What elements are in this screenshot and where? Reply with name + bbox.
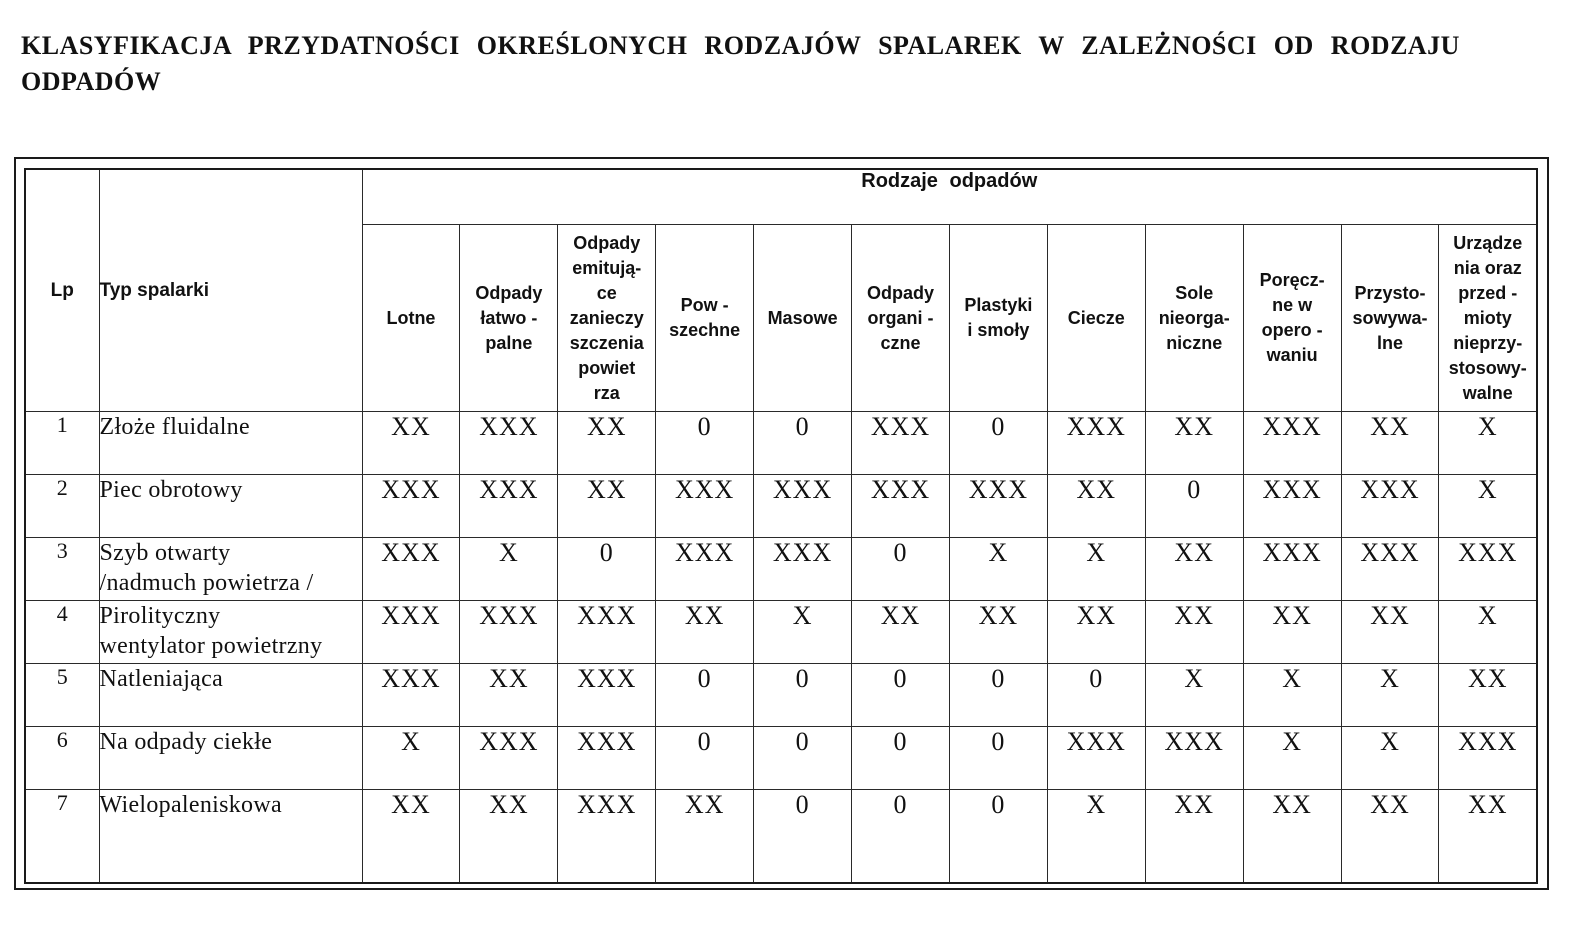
suitability-rating: XXX <box>460 475 558 538</box>
suitability-rating: XX <box>362 790 460 884</box>
suitability-rating: X <box>1341 727 1439 790</box>
waste-column-header: Odpady emitują- ce zanieczy szczenia powiet rza <box>558 225 656 412</box>
table-row <box>25 727 1537 790</box>
lp-header: Lp <box>25 169 99 412</box>
incinerator-type: Wielopaleniskowa <box>99 790 362 884</box>
suitability-rating: XX <box>460 790 558 884</box>
suitability-rating: XX <box>1145 601 1243 664</box>
suitability-rating: 0 <box>754 790 852 884</box>
waste-column-header: Ciecze <box>1047 225 1145 412</box>
suitability-rating: XX <box>362 412 460 475</box>
suitability-rating: X <box>1439 601 1537 664</box>
suitability-rating: XX <box>1439 790 1537 884</box>
suitability-rating: X <box>1243 727 1341 790</box>
suitability-rating: XXX <box>362 475 460 538</box>
suitability-rating: XXX <box>656 538 754 601</box>
waste-column-header: Urządze nia oraz przed - mioty nieprzy- stosowy- walne <box>1439 225 1537 412</box>
suitability-rating: XX <box>1439 664 1537 727</box>
suitability-rating: 0 <box>754 412 852 475</box>
waste-column-header: Odpady organi - czne <box>852 225 950 412</box>
suitability-rating: XXX <box>1243 412 1341 475</box>
incinerator-type: Pirolityczny wentylator powietrzny <box>99 601 362 664</box>
suitability-rating: 0 <box>558 538 656 601</box>
suitability-rating: XXX <box>1341 538 1439 601</box>
suitability-rating: XX <box>1145 538 1243 601</box>
suitability-rating: X <box>1145 664 1243 727</box>
suitability-rating: X <box>754 601 852 664</box>
suitability-rating: XX <box>1047 475 1145 538</box>
suitability-rating: X <box>1439 475 1537 538</box>
suitability-rating: X <box>1439 412 1537 475</box>
suitability-rating: XXX <box>754 475 852 538</box>
suitability-rating: XX <box>558 412 656 475</box>
suitability-rating: XXX <box>852 475 950 538</box>
suitability-rating: XX <box>1243 601 1341 664</box>
waste-column-header: Pow - szechne <box>656 225 754 412</box>
suitability-rating: XX <box>460 664 558 727</box>
row-number: 1 <box>25 412 99 475</box>
suitability-rating: XXX <box>558 727 656 790</box>
waste-column-header: Przysto- sowywa- lne <box>1341 225 1439 412</box>
suitability-rating: XX <box>1145 412 1243 475</box>
suitability-rating: XXX <box>362 664 460 727</box>
row-number: 2 <box>25 475 99 538</box>
suitability-rating: XXX <box>949 475 1047 538</box>
incinerator-type: Piec obrotowy <box>99 475 362 538</box>
suitability-rating: XXX <box>1439 727 1537 790</box>
type-header: Typ spalarki <box>99 169 362 412</box>
suitability-rating: 0 <box>656 412 754 475</box>
suitability-rating: 0 <box>852 727 950 790</box>
suitability-rating: XX <box>1341 412 1439 475</box>
table-row <box>25 790 1537 884</box>
suitability-rating: XXX <box>1439 538 1537 601</box>
incinerator-type: Szyb otwarty /nadmuch powietrza / <box>99 538 362 601</box>
suitability-rating: XXX <box>362 601 460 664</box>
table-row <box>25 412 1537 475</box>
suitability-rating: 0 <box>656 727 754 790</box>
suitability-rating: XX <box>656 601 754 664</box>
suitability-rating: XXX <box>558 790 656 884</box>
row-number: 3 <box>25 538 99 601</box>
waste-column-header: Odpady łatwo - palne <box>460 225 558 412</box>
suitability-rating: X <box>949 538 1047 601</box>
suitability-rating: 0 <box>1047 664 1145 727</box>
suitability-rating: XXX <box>460 412 558 475</box>
suitability-rating: XX <box>656 790 754 884</box>
document-title: KLASYFIKACJA PRZYDATNOŚCI OKREŚLONYCH RODZAJÓW SPALAREK W ZALEŻNOŚCI OD RODZAJU ODPADÓW <box>21 31 1460 96</box>
suitability-rating: 0 <box>949 790 1047 884</box>
suitability-rating: 0 <box>754 664 852 727</box>
suitability-rating: XX <box>1047 601 1145 664</box>
table-row <box>25 601 1537 664</box>
row-number: 6 <box>25 727 99 790</box>
suitability-rating: 0 <box>754 727 852 790</box>
table-row <box>25 475 1537 538</box>
suitability-rating: X <box>1341 664 1439 727</box>
waste-column-header: Masowe <box>754 225 852 412</box>
suitability-rating: XXX <box>558 664 656 727</box>
suitability-rating: XXX <box>852 412 950 475</box>
suitability-rating: XXX <box>558 601 656 664</box>
suitability-rating: XXX <box>1341 475 1439 538</box>
suitability-rating: XXX <box>754 538 852 601</box>
suitability-rating: 0 <box>852 790 950 884</box>
incinerator-type: Natleniająca <box>99 664 362 727</box>
suitability-rating: XXX <box>460 727 558 790</box>
suitability-rating: XX <box>949 601 1047 664</box>
suitability-rating: X <box>460 538 558 601</box>
table-row <box>25 664 1537 727</box>
suitability-rating: X <box>1243 664 1341 727</box>
suitability-rating: X <box>362 727 460 790</box>
suitability-rating: XXX <box>1047 412 1145 475</box>
suitability-rating: 0 <box>949 412 1047 475</box>
incinerator-type: Złoże fluidalne <box>99 412 362 475</box>
suitability-rating: X <box>1047 790 1145 884</box>
header-row-group <box>25 169 1537 225</box>
waste-column-header: Plastyki i smoły <box>949 225 1047 412</box>
row-number: 4 <box>25 601 99 664</box>
suitability-rating: 0 <box>1145 475 1243 538</box>
suitability-rating: XXX <box>1243 475 1341 538</box>
suitability-rating: XXX <box>1145 727 1243 790</box>
table-frame <box>14 157 1549 890</box>
classification-table <box>24 168 1538 884</box>
suitability-rating: XXX <box>362 538 460 601</box>
suitability-rating: X <box>1047 538 1145 601</box>
suitability-rating: 0 <box>949 727 1047 790</box>
suitability-rating: XXX <box>1047 727 1145 790</box>
waste-group-header: Rodzaje odpadów <box>362 169 1537 225</box>
suitability-rating: 0 <box>852 538 950 601</box>
suitability-rating: XX <box>1243 790 1341 884</box>
table-body <box>25 412 1537 884</box>
suitability-rating: 0 <box>852 664 950 727</box>
suitability-rating: 0 <box>949 664 1047 727</box>
suitability-rating: 0 <box>656 664 754 727</box>
suitability-rating: XXX <box>460 601 558 664</box>
suitability-rating: XX <box>1341 790 1439 884</box>
row-number: 5 <box>25 664 99 727</box>
suitability-rating: XXX <box>656 475 754 538</box>
suitability-rating: XX <box>558 475 656 538</box>
suitability-rating: XXX <box>1243 538 1341 601</box>
suitability-rating: XX <box>1145 790 1243 884</box>
row-number: 7 <box>25 790 99 884</box>
waste-column-header: Sole nieorga- niczne <box>1145 225 1243 412</box>
waste-column-header: Lotne <box>362 225 460 412</box>
suitability-rating: XX <box>1341 601 1439 664</box>
table-row <box>25 538 1537 601</box>
incinerator-type: Na odpady ciekłe <box>99 727 362 790</box>
waste-column-header: Poręcz- ne w opero - waniu <box>1243 225 1341 412</box>
suitability-rating: XX <box>852 601 950 664</box>
